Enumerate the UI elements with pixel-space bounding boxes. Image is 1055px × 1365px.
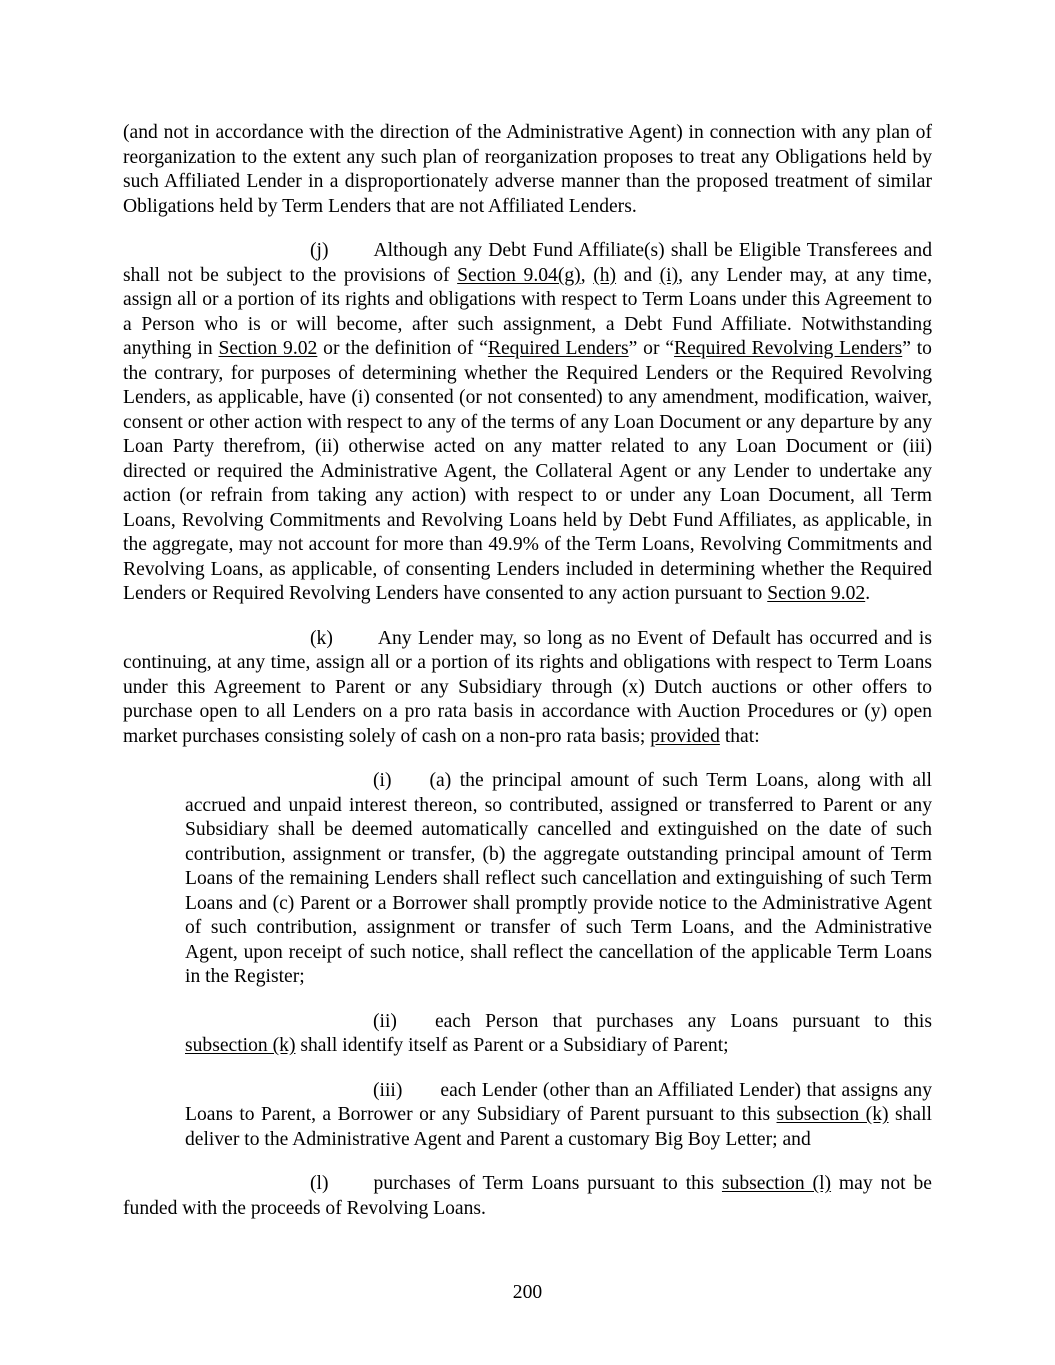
underlined-reference: Section 9.02 bbox=[218, 338, 318, 359]
underlined-reference: (i) bbox=[659, 264, 679, 286]
paragraphs-container bbox=[123, 121, 932, 1221]
subparagraph-iii bbox=[185, 1079, 932, 1153]
paragraph-k bbox=[123, 627, 932, 750]
text-run: shall deliver to the Administrative Agent and Parent a customary Big Boy Letter; and bbox=[185, 1104, 932, 1150]
text-run: and bbox=[616, 264, 660, 286]
text-run: . bbox=[865, 583, 871, 604]
text-run: purchases of Term Loans pursuant to this bbox=[373, 1173, 722, 1194]
text-run: Although any Debt Fund Affiliate(s) shall be Eligible Transferees and shall not be subject to the provisions of bbox=[123, 240, 932, 286]
document-body bbox=[123, 121, 932, 1221]
paragraph-label: (k) bbox=[310, 627, 333, 649]
underlined-reference: (h) bbox=[593, 264, 617, 286]
paragraph-j bbox=[123, 239, 932, 607]
text-run: Any Lender may, so long as no Event of Default has occurred and is continuing, at any time, assign all or a portion of its rights and obligations with respect to Term Loans under this Agreement to Parent or any Subsidiary through (x) Dutch auctions or other offers to purchase open to all Lenders on a pro rata basis in accordance with Auction Procedures or (y) open market purchases consisting solely of cash on a non-pro rata basis; bbox=[123, 627, 932, 747]
underlined-reference: Section 9.04(g) bbox=[457, 264, 581, 286]
underlined-reference: provided bbox=[650, 725, 720, 747]
underlined-reference: subsection (k) bbox=[776, 1104, 889, 1125]
intro-paragraph bbox=[123, 121, 932, 219]
paragraph-l bbox=[123, 1172, 932, 1221]
paragraph-label: (j) bbox=[310, 240, 329, 261]
underlined-reference: Required Lenders bbox=[487, 338, 629, 359]
text-run: that: bbox=[719, 725, 760, 747]
text-run: , any Lender may, at any time, assign all or a portion of its rights and obligations with respect to Term Loans under this Agreement to a Person who is or will become, after such assignment, a Debt Fund Affiliate. Notwithstanding anything in bbox=[123, 264, 933, 359]
underlined-reference: Required Revolving Lenders bbox=[674, 338, 903, 359]
paragraph-label: (i) bbox=[373, 770, 392, 791]
paragraph-label: (l) bbox=[310, 1173, 329, 1194]
page-footer bbox=[0, 1281, 1055, 1306]
subparagraph-ii bbox=[185, 1010, 932, 1059]
page-number: 200 bbox=[512, 1282, 543, 1303]
text-run: (and not in accordance with the direction of the Administrative Agent) in connection with any plan of reorganization to the extent any such plan of reorganization proposes to treat any Obligations held by such Affiliated Lender in a disproportionately adverse manner than the proposed treatment of similar Obligations held by Term Lenders that are not Affiliated Lenders. bbox=[123, 122, 932, 217]
paragraph-label: (iii) bbox=[373, 1079, 403, 1101]
subparagraph-i bbox=[185, 769, 932, 990]
underlined-reference: subsection (k) bbox=[185, 1035, 296, 1056]
text-run: or the definition of “ bbox=[317, 338, 488, 359]
text-run: each Lender (other than an Affiliated Lender) that assigns any Loans to Parent, a Borrower or any Subsidiary of Parent pursuant to this bbox=[185, 1079, 932, 1125]
text-run: shall identify itself as Parent or a Subsidiary of Parent; bbox=[295, 1035, 729, 1056]
text-run: ” or “ bbox=[628, 338, 675, 359]
text-run: each Person that purchases any Loans pursuant to this bbox=[434, 1010, 932, 1032]
underlined-reference: subsection (l) bbox=[721, 1173, 832, 1194]
underlined-reference: Section 9.02 bbox=[767, 583, 866, 604]
paragraph-label: (ii) bbox=[373, 1010, 397, 1032]
text-run: , bbox=[580, 264, 594, 286]
text-run: ” to the contrary, for purposes of determining whether the Required Lenders or the Required Revolving Lenders, as applicable, have (i) consented (or not consented) to any amendment, modification, waiver, consent or other action with respect to any of the terms of any Loan Document or any departure by any Loan Party therefrom, (ii) otherwise acted on any matter related to any Loan Document or (iii) directed or required the Administrative Agent, the Collateral Agent or any Lender to undertake any action (or refrain from taking any action) with respect to or under any Loan Document, all Term Loans, Revolving Commitments and Revolving Loans held by Debt Fund Affiliates, as applicable, in the aggregate, may not account for more than 49.9% of the Term Loans, Revolving Commitments and Revolving Loans, as applicable, of consenting Lenders included in determining whether the Required Lenders or Required Revolving Lenders have consented to any action pursuant to bbox=[123, 338, 932, 604]
text-run: may not be funded with the proceeds of Revolving Loans. bbox=[123, 1173, 932, 1219]
text-run: (a) the principal amount of such Term Loans, along with all accrued and unpaid interest thereon, so contributed, assigned or transferred to Parent or any Subsidiary shall be deemed automatically cancelled and extinguished on the date of such contribution, assignment or transfer, (b) the aggregate outstanding principal amount of Term Loans of the remaining Lenders shall reflect such cancellation and extinguishing of such Term Loans and (c) Parent or a Borrower shall promptly provide notice to the Administrative Agent of such contribution, assignment or transfer of such Term Loans, and the Administrative Agent, upon receipt of such notice, shall reflect the cancellation of the applicable Term Loans in the Register; bbox=[185, 770, 932, 987]
